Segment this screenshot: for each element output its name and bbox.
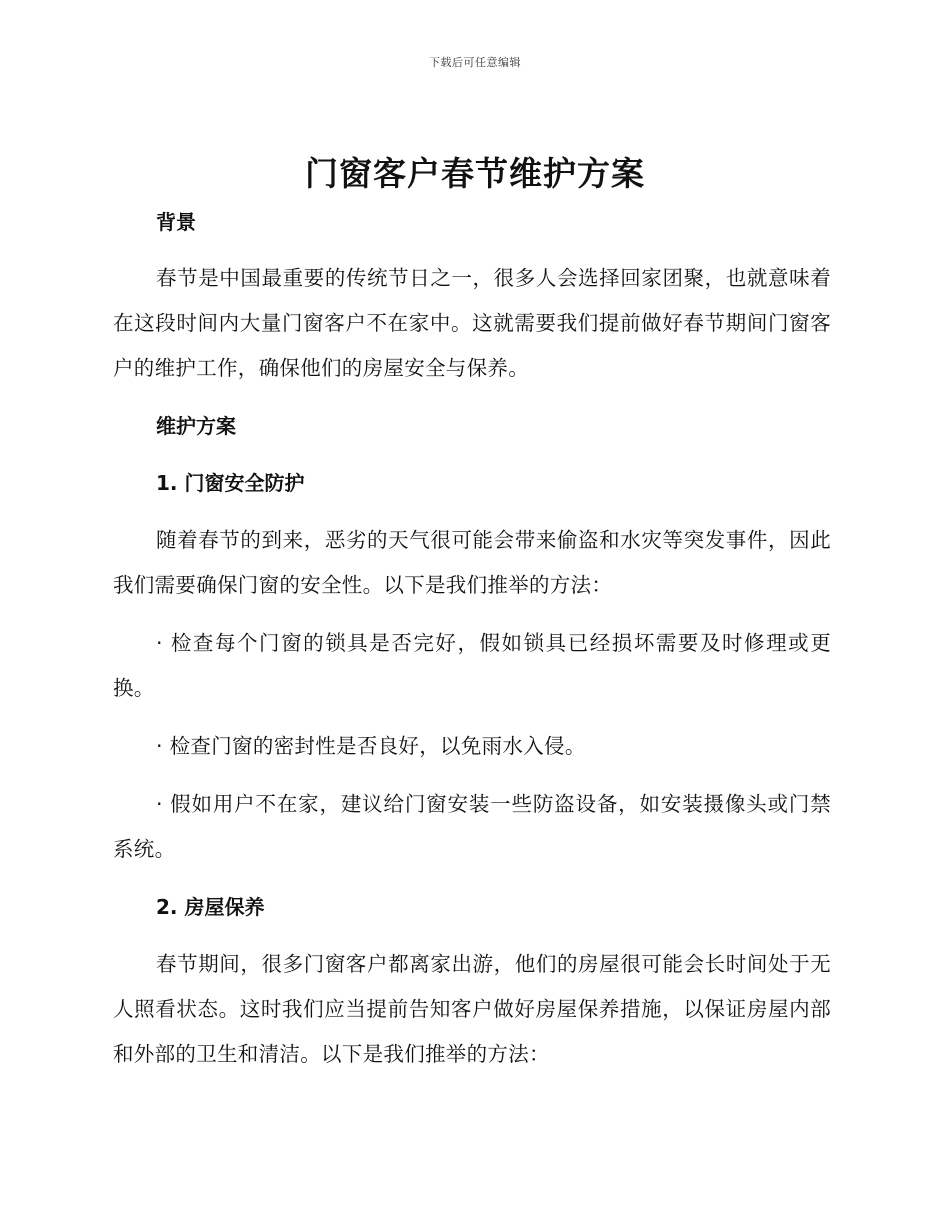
document-title: 门窗客户春节维护方案 (305, 154, 645, 193)
header-note: 下载后可任意编辑 (429, 56, 521, 69)
document-body (113, 200, 831, 1077)
subsection-heading-maintenance: 2. 房屋保养 (156, 895, 265, 919)
section-heading-background: 背景 (156, 210, 196, 234)
section-heading-plan: 维护方案 (156, 414, 236, 438)
background-paragraph: 春节是中国最重要的传统节日之一，很多人会选择回家团聚，也就意味着在这段时间内大量门窗客户不在家中。这就需要我们提前做好春节期间门窗客户的维护工作，确保他们的房屋安全与保养。 (113, 266, 831, 380)
security-intro-paragraph: 随着春节的到来，恶劣的天气很可能会带来偷盗和水灾等突发事件，因此我们需要确保门窗的安全性。以下是我们推举的方法： (113, 528, 831, 597)
security-bullet-1: · 检查每个门窗的锁具是否完好，假如锁具已经损坏需要及时修理或更换。 (113, 631, 831, 700)
maintenance-intro-paragraph: 春节期间，很多门窗客户都离家出游，他们的房屋很可能会长时间处于无人照看状态。这时我们应当提前告知客户做好房屋保养措施，以保证房屋内部和外部的卫生和清洁。以下是我们推举的方法： (113, 952, 831, 1066)
security-bullet-3: · 假如用户不在家，建议给门窗安装一些防盗设备，如安装摄像头或门禁系统。 (113, 792, 831, 861)
subsection-heading-security: 1. 门窗安全防护 (156, 471, 305, 495)
security-bullet-2: · 检查门窗的密封性是否良好，以免雨水入侵。 (156, 734, 586, 758)
